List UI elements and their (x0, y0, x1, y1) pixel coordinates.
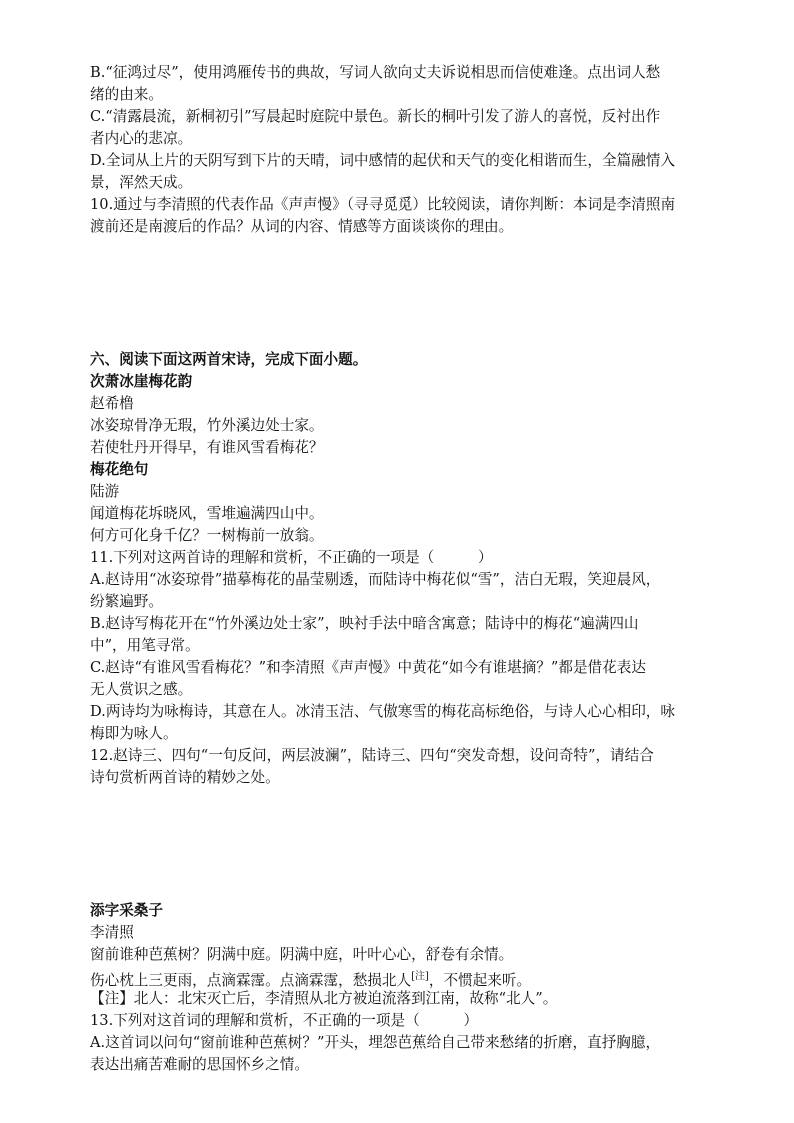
q13-option-a-line1: A.这首词以问句“窗前谁种芭蕉树？”开头，埋怨芭蕉给自己带来愁绪的折磨，直抒胸臆， (90, 1034, 661, 1051)
poem1-author: 赵希橹 (90, 395, 134, 412)
q11-option-d-line2: 梅即为咏人。 (90, 725, 178, 742)
q11-option-a-line1: A.赵诗用“冰姿琼骨”描摹梅花的晶莹剔透，而陆诗中梅花似“雪”，洁白无瑕，笑迎晨风， (90, 571, 661, 588)
q11-option-a-line2: 纷繁遍野。 (90, 593, 163, 610)
q13-option-a-line2: 表达出痛苦难耐的思国怀乡之情。 (90, 1056, 309, 1073)
poem3-note: 【注】北人：北宋灭亡后，李清照从北方被迫流落到江南，故称“北人”。 (90, 990, 558, 1007)
q11-option-b-line2: 中”，用笔寻常。 (90, 637, 200, 654)
q11-option-b-line1: B.赵诗写梅花开在“竹外溪边处士家”，映衬手法中暗含寓意；陆诗中的梅花“遍满四山 (90, 615, 639, 632)
q9-option-b-line2: 绪的由来。 (90, 86, 163, 103)
q11-option-c-line1: C.赵诗“有谁风雪看梅花？”和李清照《声声慢》中黄花“如今有谁堪摘？”都是借花表达 (90, 659, 646, 676)
poem2-line2: 何方可化身千亿？一树梅前一放翁。 (90, 527, 324, 544)
poem3-author: 李清照 (90, 924, 134, 941)
q11-option-d-line1: D.两诗均为咏梅诗，其意在人。冰清玉洁、气傲寒雪的梅花高标绝俗，与诗人心心相印，咏 (90, 703, 675, 720)
poem1-line1: 冰姿琼骨净无瑕，竹外溪边处士家。 (90, 417, 324, 434)
poem3-line1: 窗前谁种芭蕉树？阴满中庭。阴满中庭，叶叶心心，舒卷有余情。 (90, 946, 514, 963)
note-marker: [注] (411, 971, 429, 982)
q9-option-b-line1: B.“征鸿过尽”，使用鸿雁传书的典故，写词人欲向丈夫诉说相思而信使难逢。点出词人愁 (90, 64, 661, 81)
q10-line2: 渡前还是南渡后的作品？从词的内容、情感等方面谈谈你的理由。 (90, 218, 514, 235)
section6-heading: 六、阅读下面这两首宋诗，完成下面小题。 (90, 351, 368, 368)
poem3-title: 添字采桑子 (90, 902, 163, 919)
poem3-line2-end: ，不惯起来听。 (428, 971, 532, 989)
poem3-line2-text: 伤心枕上三更雨，点滴霖霪。点滴霖霪，愁损北人 (90, 971, 412, 989)
q12-line2: 诗句赏析两首诗的精妙之处。 (90, 769, 280, 786)
poem2-author: 陆游 (90, 483, 120, 500)
poem1-title: 次萧冰崖梅花韵 (90, 373, 193, 390)
q11-option-c-line2: 无人赏识之感。 (90, 681, 193, 698)
q11-stem: 11.下列对这两首诗的理解和赏析，不正确的一项是（ ） (90, 549, 493, 566)
q9-option-c-line1: C.“清露晨流，新桐初引”写晨起时庭院中景色。新长的桐叶引发了游人的喜悦，反衬出作 (90, 108, 661, 125)
q9-option-c-line2: 者内心的悲凉。 (90, 130, 193, 147)
poem2-line1: 闻道梅花坼晓风，雪堆遍满四山中。 (90, 505, 324, 522)
q10-line1: 10.通过与李清照的代表作品《声声慢》（寻寻觅觅）比较阅读，请你判断：本词是李清照南 (90, 196, 676, 213)
q9-option-d-line1: D.全词从上片的天阴写到下片的天晴，词中感情的起伏和天气的变化相谐而生，全篇融情入 (90, 152, 675, 169)
poem2-title: 梅花绝句 (90, 461, 149, 478)
q13-stem: 13.下列对这首词的理解和赏析，不正确的一项是（ ） (90, 1012, 479, 1029)
poem1-line2: 若使牡丹开得早，有谁风雪看梅花？ (90, 439, 324, 456)
q12-line1: 12.赵诗三、四句“一句反问，两层波澜”，陆诗三、四句“突发奇想，设问奇特”，请结合 (90, 747, 654, 764)
q9-option-d-line2: 景，浑然天成。 (90, 174, 193, 191)
